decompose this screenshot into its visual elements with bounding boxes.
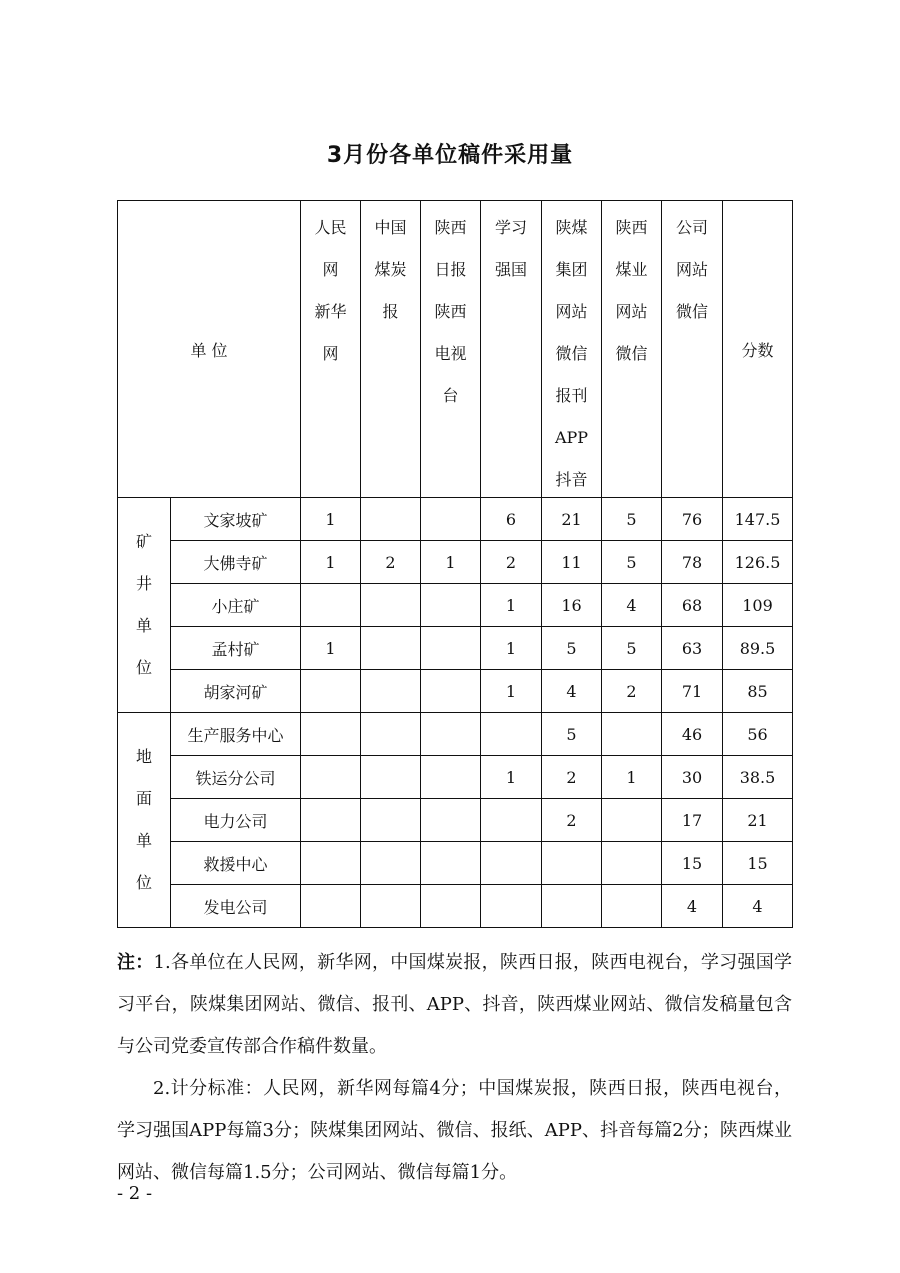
count-cell: 2 bbox=[361, 541, 421, 584]
unit-name: 救援中心 bbox=[171, 842, 301, 885]
count-cell bbox=[301, 670, 361, 713]
group-label-char: 位 bbox=[135, 873, 152, 892]
count-cell bbox=[481, 713, 542, 756]
count-cell bbox=[542, 885, 602, 928]
column-header-line: APP bbox=[554, 428, 589, 447]
column-header-line: 陕煤 bbox=[555, 218, 588, 237]
unit-name: 文家坡矿 bbox=[171, 498, 301, 541]
table-row bbox=[118, 842, 793, 885]
column-header-line: 电视 bbox=[434, 344, 467, 363]
group-label-char: 单 bbox=[135, 616, 152, 635]
count-cell bbox=[361, 713, 421, 756]
count-cell: 2 bbox=[542, 799, 602, 842]
count-cell: 1 bbox=[481, 756, 542, 799]
unit-header: 单 位 bbox=[118, 201, 301, 498]
count-cell: 1 bbox=[481, 584, 542, 627]
group-label-char: 面 bbox=[135, 789, 152, 808]
count-cell: 1 bbox=[301, 498, 361, 541]
count-cell bbox=[301, 756, 361, 799]
score-cell: 109 bbox=[723, 584, 793, 627]
group-label-char: 井 bbox=[135, 574, 152, 593]
count-cell: 78 bbox=[662, 541, 723, 584]
group-label bbox=[118, 713, 171, 928]
count-cell: 5 bbox=[542, 713, 602, 756]
unit-name: 发电公司 bbox=[171, 885, 301, 928]
column-header-line: 学习 bbox=[494, 218, 527, 237]
count-cell bbox=[421, 584, 481, 627]
count-cell: 21 bbox=[542, 498, 602, 541]
score-cell: 4 bbox=[723, 885, 793, 928]
column-header-line: 强国 bbox=[494, 260, 527, 279]
count-cell: 63 bbox=[662, 627, 723, 670]
count-cell: 11 bbox=[542, 541, 602, 584]
count-cell bbox=[481, 842, 542, 885]
count-cell: 1 bbox=[602, 756, 662, 799]
count-cell: 1 bbox=[481, 627, 542, 670]
column-header-line: 网站 bbox=[615, 302, 648, 321]
count-cell bbox=[421, 498, 481, 541]
count-cell: 2 bbox=[542, 756, 602, 799]
group-label-char: 地 bbox=[135, 747, 152, 766]
table-row bbox=[118, 541, 793, 584]
column-header-line: 网 bbox=[322, 344, 339, 363]
score-cell: 85 bbox=[723, 670, 793, 713]
count-cell: 2 bbox=[602, 670, 662, 713]
count-cell bbox=[361, 756, 421, 799]
count-cell bbox=[301, 799, 361, 842]
unit-name: 铁运分公司 bbox=[171, 756, 301, 799]
group-label-char: 位 bbox=[135, 658, 152, 677]
score-cell: 126.5 bbox=[723, 541, 793, 584]
column-header bbox=[602, 201, 662, 498]
table-row bbox=[118, 498, 793, 541]
count-cell: 6 bbox=[481, 498, 542, 541]
unit-name: 孟村矿 bbox=[171, 627, 301, 670]
note-2: 2.计分标准：人民网，新华网每篇4分；中国煤炭报，陕西日报，陕西电视台，学习强国APP每篇3分；陕煤集团网站、微信、报纸、APP、抖音每篇2分；陕西煤业网站、微信每篇1.5分；公司网站、微信每篇1分。 bbox=[117, 1078, 792, 1183]
count-cell bbox=[361, 799, 421, 842]
column-header-line: 陕西 bbox=[434, 218, 467, 237]
unit-name: 大佛寺矿 bbox=[171, 541, 301, 584]
unit-name: 小庄矿 bbox=[171, 584, 301, 627]
column-header-line: 网 bbox=[322, 260, 339, 279]
group-label-char: 单 bbox=[135, 831, 152, 850]
column-header bbox=[662, 201, 723, 498]
count-cell: 4 bbox=[602, 584, 662, 627]
count-cell bbox=[481, 799, 542, 842]
unit-name: 生产服务中心 bbox=[171, 713, 301, 756]
column-header-line: 煤业 bbox=[615, 260, 648, 279]
column-header-line: 煤炭 bbox=[374, 260, 407, 279]
submission-table bbox=[117, 200, 793, 928]
count-cell: 46 bbox=[662, 713, 723, 756]
count-cell bbox=[602, 799, 662, 842]
count-cell: 5 bbox=[602, 541, 662, 584]
count-cell: 1 bbox=[481, 670, 542, 713]
score-cell: 147.5 bbox=[723, 498, 793, 541]
count-cell bbox=[361, 885, 421, 928]
count-cell bbox=[481, 885, 542, 928]
count-cell: 30 bbox=[662, 756, 723, 799]
column-header-line: 网站 bbox=[555, 302, 588, 321]
column-header-line: 台 bbox=[442, 386, 459, 405]
column-header-line: 人民 bbox=[314, 218, 347, 237]
table-row bbox=[118, 584, 793, 627]
column-header bbox=[542, 201, 602, 498]
count-cell bbox=[361, 584, 421, 627]
column-header-line: 日报 bbox=[434, 260, 467, 279]
column-header bbox=[301, 201, 361, 498]
count-cell bbox=[301, 885, 361, 928]
column-header-line: 微信 bbox=[615, 344, 648, 363]
count-cell: 68 bbox=[662, 584, 723, 627]
column-header bbox=[421, 201, 481, 498]
score-cell: 38.5 bbox=[723, 756, 793, 799]
count-cell: 17 bbox=[662, 799, 723, 842]
count-cell: 71 bbox=[662, 670, 723, 713]
count-cell bbox=[361, 670, 421, 713]
count-cell: 76 bbox=[662, 498, 723, 541]
column-header-line: 报 bbox=[382, 302, 399, 321]
unit-name: 胡家河矿 bbox=[171, 670, 301, 713]
count-cell: 5 bbox=[542, 627, 602, 670]
count-cell bbox=[361, 627, 421, 670]
notes-label: 注： bbox=[117, 952, 154, 973]
group-label bbox=[118, 498, 171, 713]
score-cell: 15 bbox=[723, 842, 793, 885]
column-header bbox=[481, 201, 542, 498]
count-cell: 16 bbox=[542, 584, 602, 627]
score-cell: 89.5 bbox=[723, 627, 793, 670]
count-cell: 5 bbox=[602, 627, 662, 670]
page-number: - 2 - bbox=[117, 1183, 153, 1204]
count-cell: 15 bbox=[662, 842, 723, 885]
table-row bbox=[118, 885, 793, 928]
column-header-line: 新华 bbox=[314, 302, 347, 321]
count-cell bbox=[421, 756, 481, 799]
count-cell bbox=[301, 584, 361, 627]
header-row bbox=[118, 201, 793, 498]
count-cell bbox=[602, 713, 662, 756]
group-label-char: 矿 bbox=[135, 532, 152, 551]
table-row bbox=[118, 799, 793, 842]
count-cell bbox=[421, 670, 481, 713]
count-cell: 1 bbox=[301, 627, 361, 670]
score-cell: 56 bbox=[723, 713, 793, 756]
count-cell: 1 bbox=[301, 541, 361, 584]
count-cell bbox=[421, 885, 481, 928]
count-cell bbox=[542, 842, 602, 885]
count-cell bbox=[421, 713, 481, 756]
count-cell: 1 bbox=[421, 541, 481, 584]
count-cell bbox=[301, 713, 361, 756]
column-header-line: 网站 bbox=[675, 260, 708, 279]
column-header bbox=[361, 201, 421, 498]
column-header-line: 微信 bbox=[675, 302, 708, 321]
note-1: 1.各单位在人民网，新华网，中国煤炭报，陕西日报，陕西电视台，学习强国学习平台，陕煤集团网站、微信、报刊、APP、抖音，陕西煤业网站、微信发稿量包含与公司党委宣传部合作稿件数量。 bbox=[117, 952, 792, 1057]
count-cell bbox=[361, 842, 421, 885]
column-header-line: 微信 bbox=[555, 344, 588, 363]
table-row bbox=[118, 627, 793, 670]
table-row bbox=[118, 713, 793, 756]
table-row bbox=[118, 670, 793, 713]
count-cell: 4 bbox=[662, 885, 723, 928]
count-cell: 2 bbox=[481, 541, 542, 584]
column-header-line: 抖音 bbox=[555, 470, 588, 489]
column-header-line: 公司 bbox=[675, 218, 708, 237]
count-cell bbox=[602, 885, 662, 928]
count-cell: 5 bbox=[602, 498, 662, 541]
count-cell: 4 bbox=[542, 670, 602, 713]
column-header-line: 陕西 bbox=[434, 302, 467, 321]
document-title: 3月份各单位稿件采用量 bbox=[326, 143, 574, 168]
column-header-line: 集团 bbox=[555, 260, 588, 279]
column-header-line: 中国 bbox=[374, 218, 407, 237]
count-cell bbox=[301, 842, 361, 885]
table-row bbox=[118, 756, 793, 799]
column-header-line: 报刊 bbox=[555, 386, 588, 405]
score-header: 分数 bbox=[723, 201, 793, 498]
count-cell bbox=[602, 842, 662, 885]
count-cell bbox=[361, 498, 421, 541]
count-cell bbox=[421, 627, 481, 670]
count-cell bbox=[421, 799, 481, 842]
notes bbox=[117, 942, 792, 1194]
column-header-line: 陕西 bbox=[615, 218, 648, 237]
unit-name: 电力公司 bbox=[171, 799, 301, 842]
count-cell bbox=[421, 842, 481, 885]
score-cell: 21 bbox=[723, 799, 793, 842]
